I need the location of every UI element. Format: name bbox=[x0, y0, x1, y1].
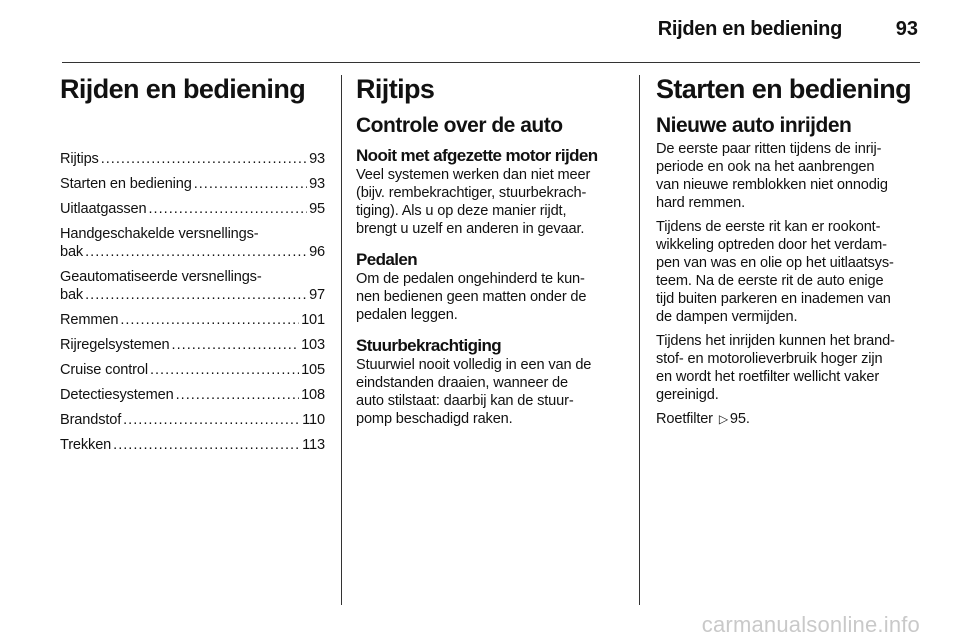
toc-entry[interactable] bbox=[60, 225, 325, 261]
column-divider bbox=[341, 75, 342, 605]
toc-leader-dots bbox=[150, 361, 299, 379]
toc-entry-label: Detectiesystemen bbox=[60, 387, 174, 403]
toc-leader-dots bbox=[194, 175, 307, 193]
toc-entry[interactable] bbox=[60, 361, 325, 379]
section-engine-off bbox=[356, 146, 624, 238]
toc-page-number: 108 bbox=[301, 387, 325, 403]
toc-column bbox=[60, 72, 325, 461]
toc-entry[interactable] bbox=[60, 386, 325, 404]
toc-entry-label: bak bbox=[60, 244, 84, 260]
toc-page-number: 93 bbox=[309, 176, 325, 192]
cross-reference[interactable]: Roetfilter ▷ 95. bbox=[656, 411, 750, 427]
toc-entry-label: Handgeschakelde versnellings- bbox=[60, 226, 259, 242]
toc-entry-label: Remmen bbox=[60, 312, 119, 328]
toc-leader-dots bbox=[120, 311, 299, 329]
toc-leader-dots bbox=[123, 411, 300, 429]
toc-entry-label: Geautomatiseerde versnellings- bbox=[60, 269, 262, 285]
toc-page-number: 95 bbox=[309, 201, 325, 217]
toc-entry-label: Brandstof bbox=[60, 412, 122, 428]
toc-leader-dots bbox=[148, 200, 307, 218]
toc-entry[interactable] bbox=[60, 268, 325, 304]
subsection-title: Controle over de auto bbox=[356, 114, 563, 137]
toc-page-number: 97 bbox=[309, 287, 325, 303]
toc-entry[interactable] bbox=[60, 336, 325, 354]
toc-entry-label: Cruise control bbox=[60, 362, 148, 378]
toc-page-number: 96 bbox=[309, 244, 325, 260]
watermark: carmanualsonline.info bbox=[701, 612, 920, 637]
toc-page-number: 101 bbox=[301, 312, 325, 328]
table-of-contents bbox=[60, 150, 325, 454]
toc-page-number: 110 bbox=[302, 412, 325, 428]
toc-leader-dots bbox=[172, 336, 300, 354]
page-reference-arrow-icon: ▷ bbox=[718, 412, 728, 426]
toc-page-number: 113 bbox=[302, 437, 325, 453]
page-header bbox=[62, 0, 920, 63]
section-heading: Pedalen bbox=[356, 250, 417, 269]
toc-leader-dots bbox=[101, 150, 307, 168]
toc-entry-label: Rijtips bbox=[60, 151, 99, 167]
toc-page-number: 103 bbox=[301, 337, 325, 353]
toc-page-number: 105 bbox=[301, 362, 325, 378]
section-pedals bbox=[356, 250, 624, 324]
section-power-steering bbox=[356, 336, 624, 428]
toc-entry-label: Rijregelsystemen bbox=[60, 337, 170, 353]
toc-leader-dots bbox=[85, 286, 307, 304]
subsection-title: Nieuwe auto inrijden bbox=[656, 114, 852, 137]
toc-entry[interactable] bbox=[60, 311, 325, 329]
column-divider bbox=[639, 75, 640, 605]
section-text: Stuurwiel nooit volledig in een van de eindstanden draaien, wanneer de auto stilstaat: daarbij kan de stuur- pomp beschadigd raken. bbox=[356, 357, 592, 427]
section-title-rijtips: Rijtips bbox=[356, 74, 435, 104]
toc-entry[interactable] bbox=[60, 200, 325, 218]
toc-entry[interactable] bbox=[60, 436, 325, 454]
paragraph: Tijdens het inrijden kunnen het brand- stof- en motorolieverbruik hoger zijn en wordt het roetfilter wellicht vaker gereinigd. bbox=[656, 333, 895, 403]
section-heading: Nooit met afgezette motor rijden bbox=[356, 146, 598, 165]
toc-page-number: 93 bbox=[309, 151, 325, 167]
toc-entry[interactable] bbox=[60, 175, 325, 193]
toc-leader-dots bbox=[113, 436, 300, 454]
toc-entry[interactable] bbox=[60, 150, 325, 168]
section-title-starten: Starten en bediening bbox=[656, 74, 912, 104]
section-text: Veel systemen werken dan niet meer (bijv. rembekrachtiger, stuurbekrach- tiging). Als u op deze manier rijdt, brengt u uzelf en anderen in gevaar. bbox=[356, 167, 591, 237]
chapter-title: Rijden en bediening bbox=[60, 74, 306, 104]
toc-entry-label: Starten en bediening bbox=[60, 176, 192, 192]
toc-entry[interactable] bbox=[60, 411, 325, 429]
toc-entry-label: bak bbox=[60, 287, 84, 303]
toc-entry-label: Trekken bbox=[60, 437, 112, 453]
paragraph: De eerste paar ritten tijdens de inrij- periode en ook na het aanbrengen van nieuwe remblokken niet onnodig hard remmen. bbox=[656, 141, 888, 211]
toc-leader-dots bbox=[176, 386, 300, 404]
running-title: Rijden en bediening bbox=[657, 18, 842, 40]
starten-column bbox=[656, 72, 922, 428]
rijtips-column bbox=[356, 72, 624, 428]
toc-entry-label: Uitlaatgassen bbox=[60, 201, 147, 217]
section-heading: Stuurbekrachtiging bbox=[356, 336, 502, 355]
section-text: Om de pedalen ongehinderd te kun- nen bedienen geen matten onder de pedalen leggen. bbox=[356, 271, 587, 323]
toc-leader-dots bbox=[85, 243, 307, 261]
paragraph: Tijdens de eerste rit kan er rookont- wikkeling optreden door het verdam- pen van was en olie op het uitlaatsys- teem. Na de eerste rit de auto enige tijd buiten parkeren en inademen van de dampen vermijden. bbox=[656, 219, 894, 325]
page-number: 93 bbox=[895, 18, 918, 40]
